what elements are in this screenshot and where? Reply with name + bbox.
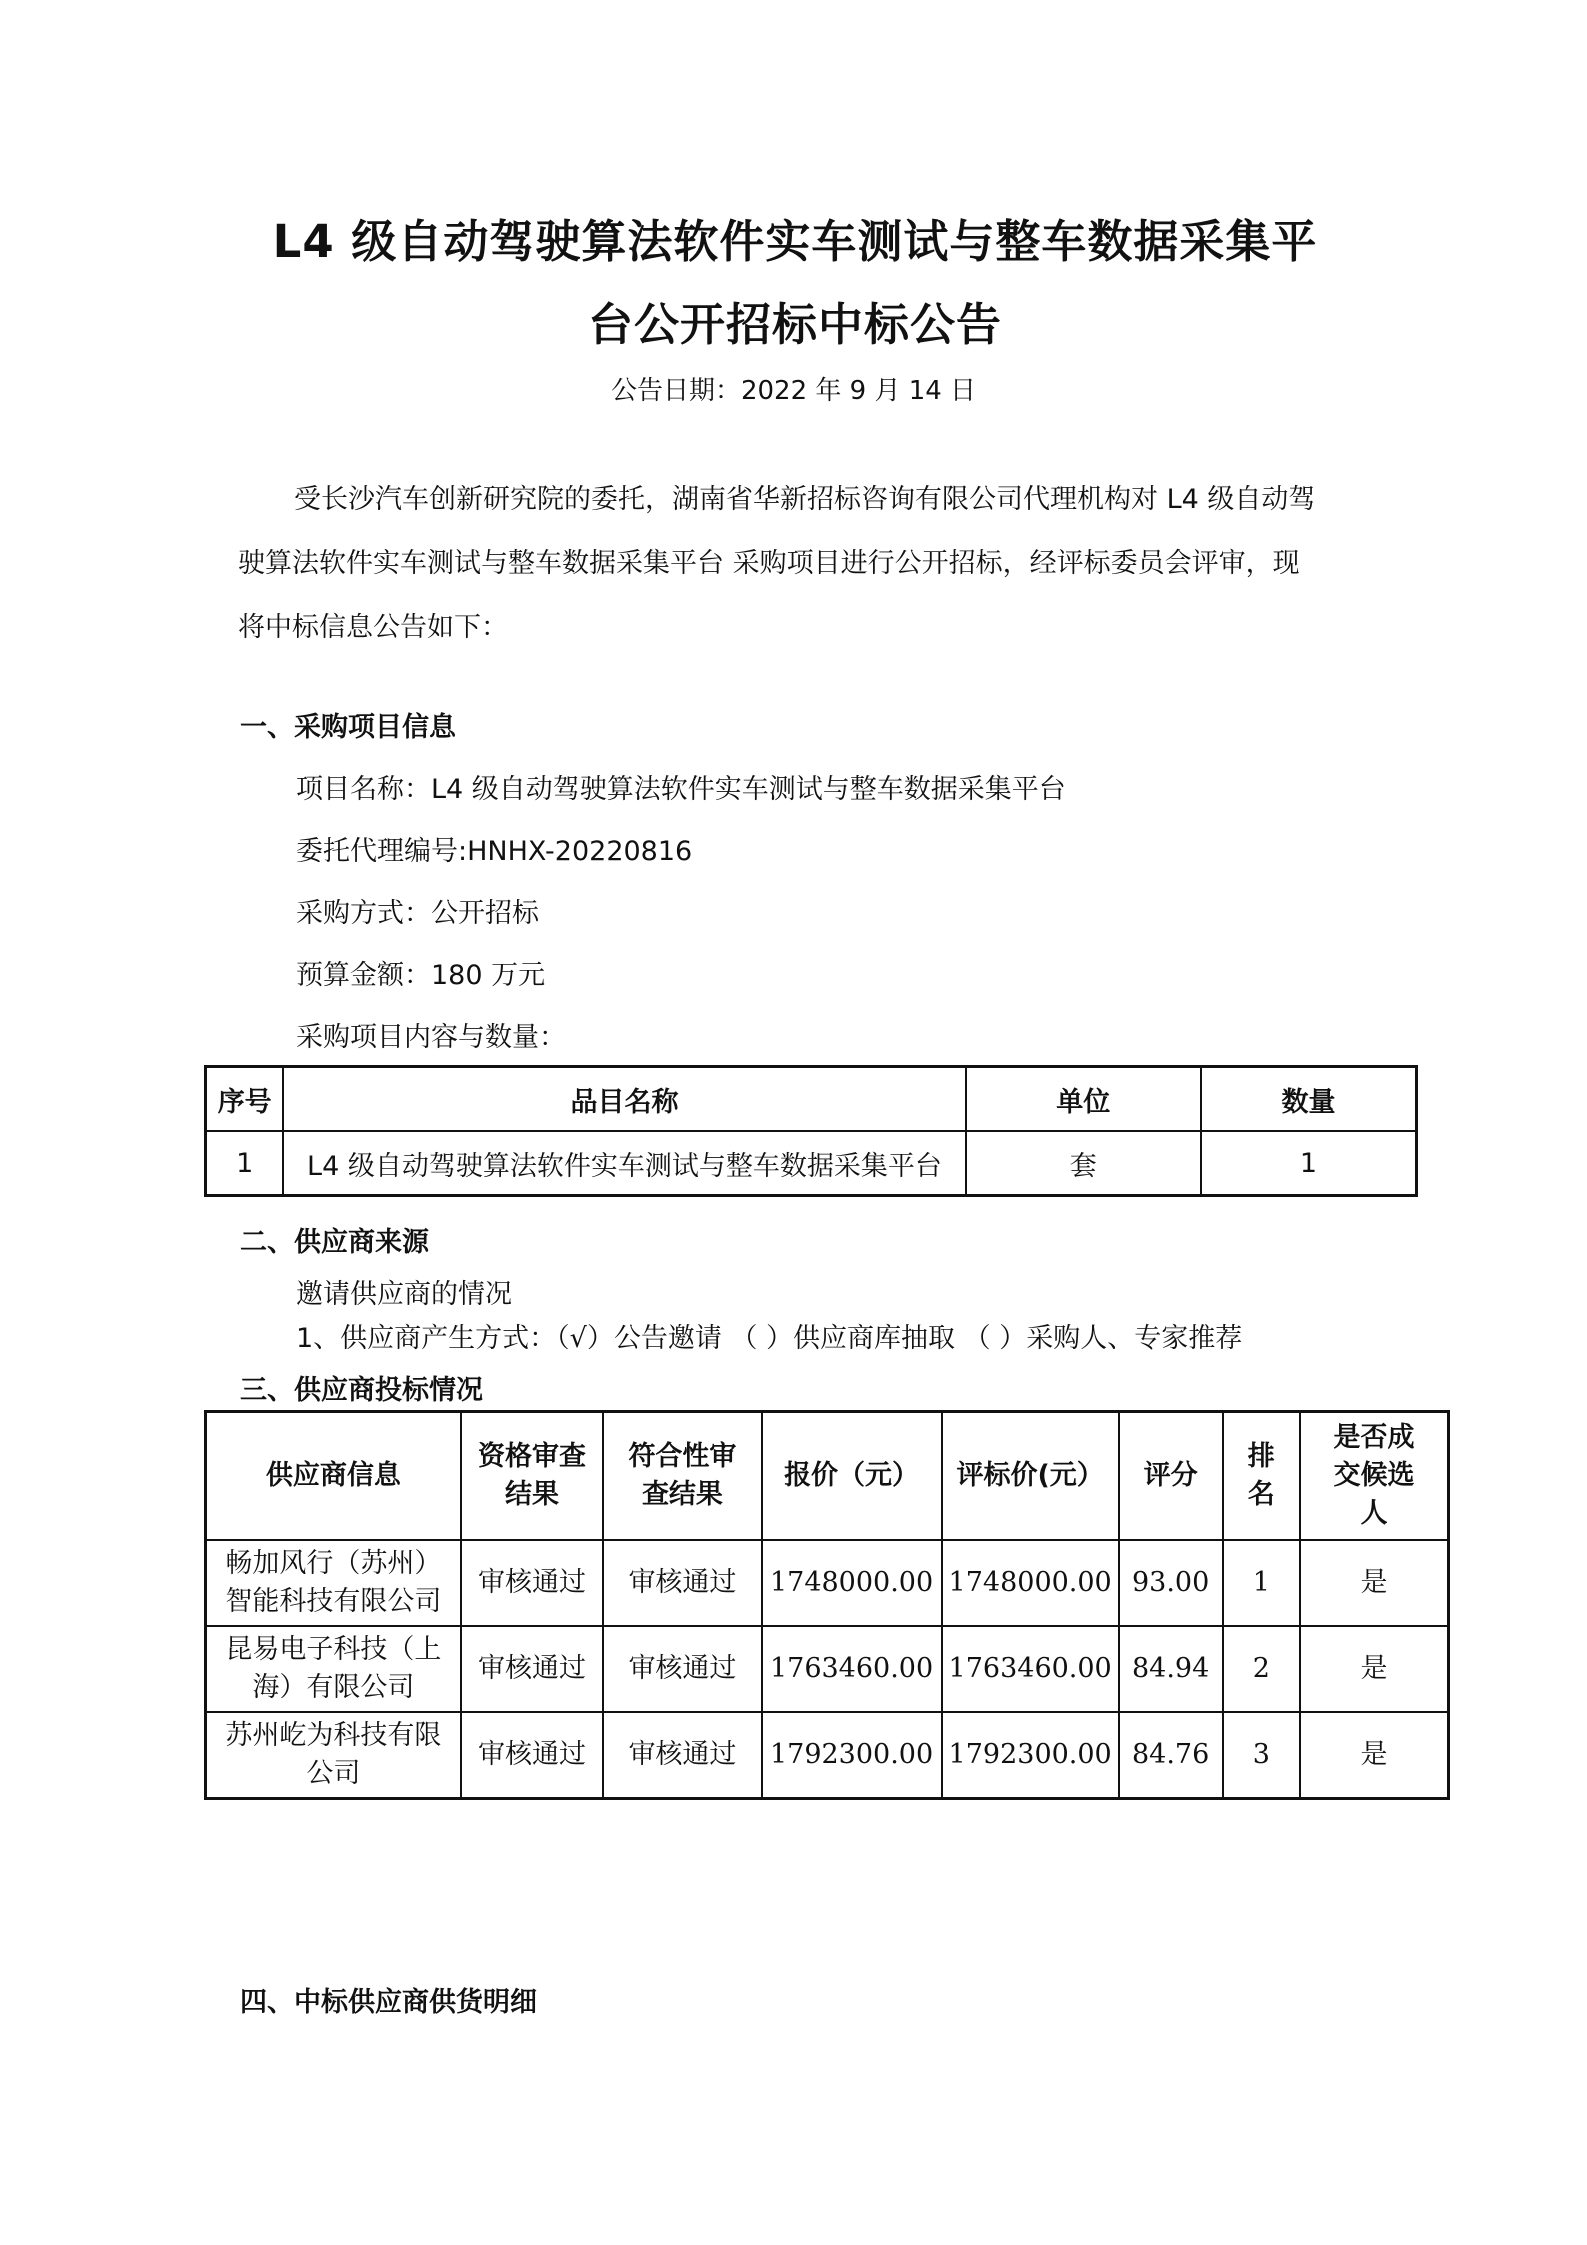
table-cell: 套 bbox=[966, 1131, 1201, 1196]
compliance-cell: 审核通过 bbox=[603, 1626, 761, 1712]
score-cell: 93.00 bbox=[1119, 1540, 1223, 1626]
header-supplier: 供应商信息 bbox=[206, 1412, 461, 1541]
qualification-cell: 审核通过 bbox=[461, 1626, 604, 1712]
rank-cell: 3 bbox=[1223, 1712, 1300, 1799]
agency-code: 委托代理编号:HNHX-20220816 bbox=[296, 836, 693, 867]
score-cell: 84.94 bbox=[1119, 1626, 1223, 1712]
table-row bbox=[206, 1626, 1449, 1712]
table-header-cell: 序号 bbox=[206, 1067, 284, 1132]
table-row bbox=[206, 1131, 1417, 1196]
supplier-cell: 苏州屹为科技有限 公司 bbox=[206, 1712, 461, 1799]
table-header-cell: 数量 bbox=[1201, 1067, 1417, 1132]
header-rank: 排 名 bbox=[1223, 1412, 1300, 1541]
header-score: 评分 bbox=[1119, 1412, 1223, 1541]
procurement-method: 采购方式：公开招标 bbox=[296, 898, 539, 929]
rank-cell: 1 bbox=[1223, 1540, 1300, 1626]
price-cell: 1763460.00 bbox=[762, 1626, 942, 1712]
qualification-cell: 审核通过 bbox=[461, 1712, 604, 1799]
announcement-date: 公告日期：2022 年 9 月 14 日 bbox=[610, 376, 977, 406]
supplier-cell: 昆易电子科技（上 海）有限公司 bbox=[206, 1626, 461, 1712]
eval-price-cell: 1748000.00 bbox=[942, 1540, 1119, 1626]
intro-line: 将中标信息公告如下： bbox=[238, 612, 508, 643]
table-cell: 1 bbox=[1201, 1131, 1417, 1196]
candidate-cell: 是 bbox=[1300, 1540, 1448, 1626]
table-row bbox=[206, 1712, 1449, 1799]
procurement-items-table bbox=[204, 1065, 1418, 1197]
intro-line: 受长沙汽车创新研究院的委托，湖南省华新招标咨询有限公司代理机构对 L4 级自动驾 bbox=[294, 484, 1316, 515]
budget-amount: 预算金额：180 万元 bbox=[296, 960, 546, 991]
intro-line: 驶算法软件实车测试与整车数据采集平台 采购项目进行公开招标，经评标委员会评审，现 bbox=[238, 548, 1300, 579]
section-2-heading: 二、供应商来源 bbox=[240, 1227, 429, 1258]
bids-table bbox=[204, 1410, 1450, 1800]
table-header-cell: 单位 bbox=[966, 1067, 1201, 1132]
table-header-row bbox=[206, 1067, 1417, 1132]
supplier-selection-method: 1、供应商产生方式：（√）公告邀请 （ ）供应商库抽取 （ ）采购人、专家推荐 bbox=[296, 1323, 1243, 1354]
price-cell: 1792300.00 bbox=[762, 1712, 942, 1799]
compliance-cell: 审核通过 bbox=[603, 1540, 761, 1626]
score-cell: 84.76 bbox=[1119, 1712, 1223, 1799]
intro-paragraph bbox=[238, 468, 1358, 660]
table-header-row bbox=[206, 1412, 1449, 1541]
eval-price-cell: 1792300.00 bbox=[942, 1712, 1119, 1799]
table-header-cell: 品目名称 bbox=[283, 1067, 965, 1132]
header-eval-price: 评标价(元） bbox=[942, 1412, 1119, 1541]
project-name: 项目名称：L4 级自动驾驶算法软件实车测试与整车数据采集平台 bbox=[296, 774, 1066, 805]
table-cell: 1 bbox=[206, 1131, 284, 1196]
header-qualification: 资格审查 结果 bbox=[461, 1412, 604, 1541]
eval-price-cell: 1763460.00 bbox=[942, 1626, 1119, 1712]
compliance-cell: 审核通过 bbox=[603, 1712, 761, 1799]
header-price: 报价（元） bbox=[762, 1412, 942, 1541]
section-3-heading: 三、供应商投标情况 bbox=[240, 1375, 483, 1406]
candidate-cell: 是 bbox=[1300, 1626, 1448, 1712]
candidate-cell: 是 bbox=[1300, 1712, 1448, 1799]
content-label: 采购项目内容与数量： bbox=[296, 1022, 566, 1053]
table-row bbox=[206, 1540, 1449, 1626]
supplier-cell: 畅加风行（苏州） 智能科技有限公司 bbox=[206, 1540, 461, 1626]
invited-suppliers-label: 邀请供应商的情况 bbox=[296, 1279, 512, 1310]
table-cell: L4 级自动驾驶算法软件实车测试与整车数据采集平台 bbox=[283, 1131, 965, 1196]
section-1-heading: 一、采购项目信息 bbox=[240, 712, 456, 743]
qualification-cell: 审核通过 bbox=[461, 1540, 604, 1626]
header-compliance: 符合性审 查结果 bbox=[603, 1412, 761, 1541]
header-candidate: 是否成 交候选 人 bbox=[1300, 1412, 1448, 1541]
rank-cell: 2 bbox=[1223, 1626, 1300, 1712]
section-4-heading: 四、中标供应商供货明细 bbox=[240, 1987, 537, 2018]
price-cell: 1748000.00 bbox=[762, 1540, 942, 1626]
document-title-line2: 台公开招标中标公告 bbox=[587, 298, 1002, 351]
document-title-line1: L4 级自动驾驶算法软件实车测试与整车数据采集平 bbox=[272, 215, 1318, 268]
